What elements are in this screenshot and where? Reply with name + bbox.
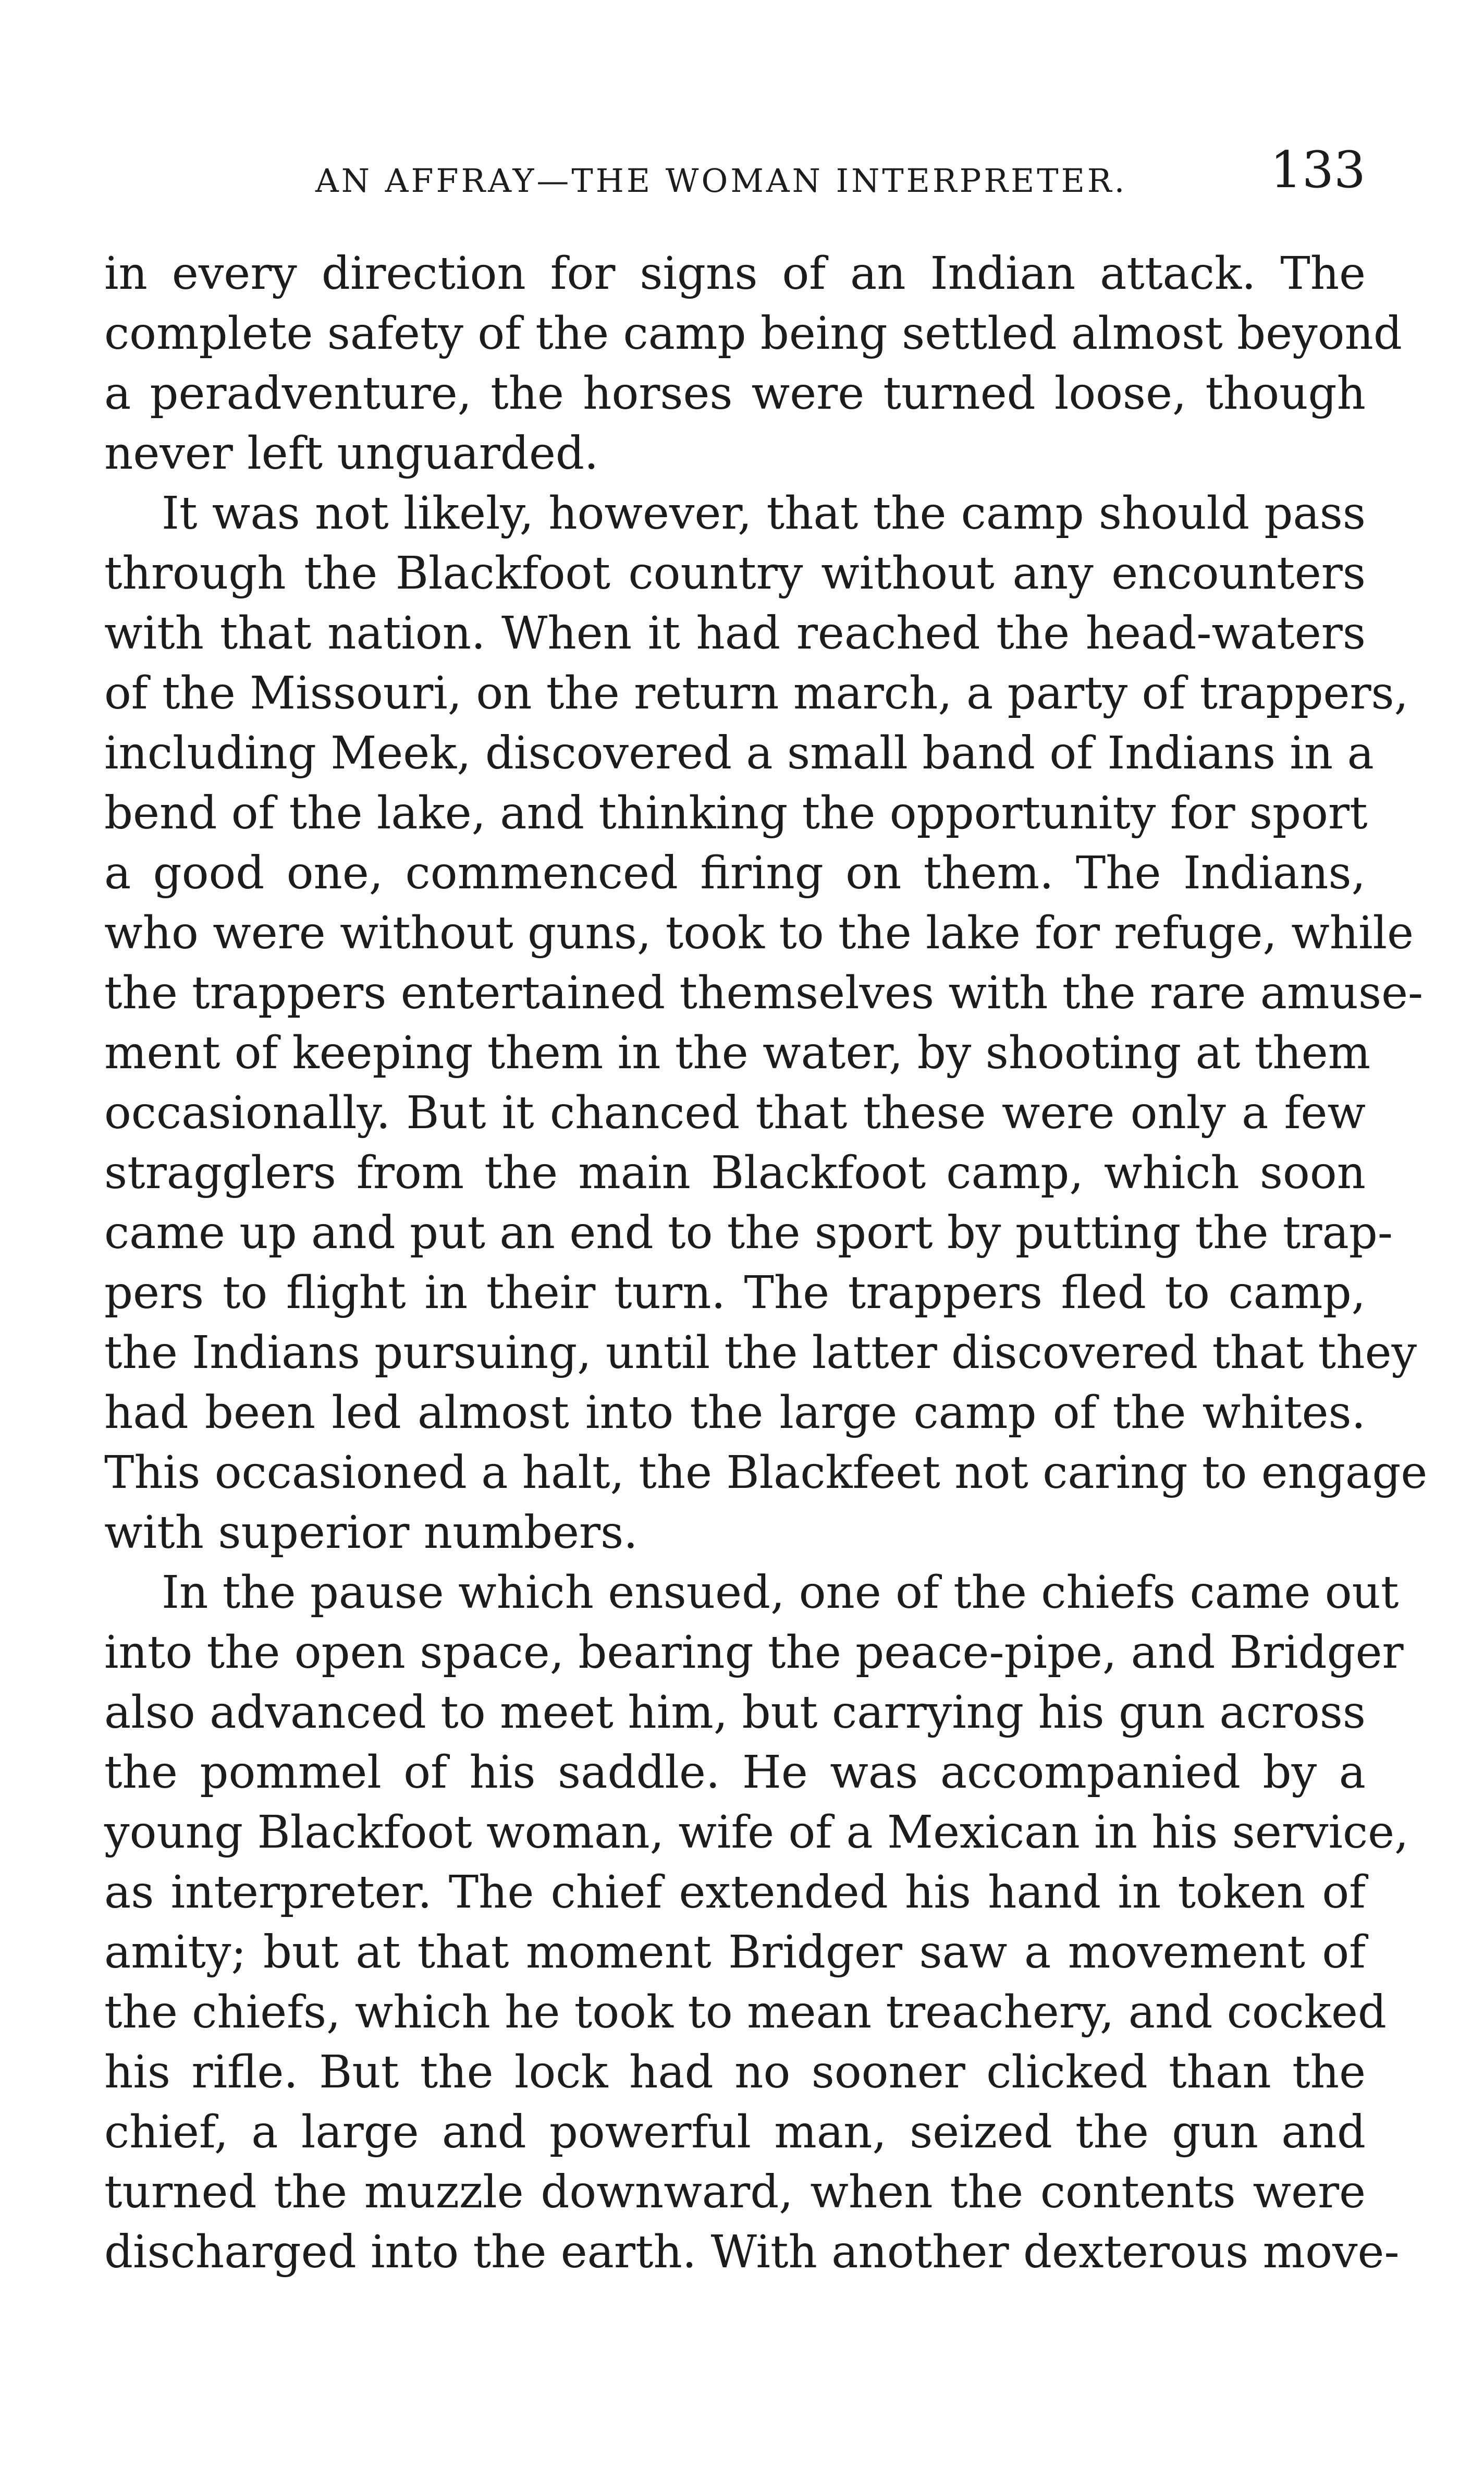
text-line: as interpreter. The chief extended his hand in token of — [104, 1866, 1366, 1919]
text-line: It was not likely, however, that the camp should pass — [162, 487, 1366, 540]
text-line: a peradventure, the horses were turned loose, though — [104, 368, 1366, 420]
text-line: bend of the lake, and thinking the opportunity for sport — [104, 787, 1368, 839]
text-line: young Blackfoot woman, wife of a Mexican in his service, — [104, 1806, 1409, 1859]
page-header — [104, 141, 1366, 219]
text-line: pers to flight in their turn. The trappers fled to camp, — [104, 1267, 1366, 1319]
text-line: ment of keeping them in the water, by shooting at them — [104, 1027, 1371, 1079]
text-line: into the open space, bearing the peace-pipe, and Bridger — [104, 1627, 1404, 1679]
text-line: never left unguarded. — [104, 427, 599, 480]
body-text — [104, 244, 1428, 2282]
text-line: who were without guns, took to the lake for refuge, while — [104, 907, 1414, 959]
text-line: with that nation. When it had reached the head-waters — [104, 607, 1366, 659]
text-line: stragglers from the main Blackfoot camp, which soon — [104, 1147, 1366, 1199]
text-line: in every direction for signs of an Indian attack. The — [104, 248, 1366, 300]
text-line: This occasioned a halt, the Blackfeet not caring to engage — [104, 1447, 1428, 1499]
text-line: including Meek, discovered a small band of Indians in a — [104, 727, 1374, 779]
text-line: came up and put an end to the sport by putting the trap- — [104, 1207, 1393, 1259]
page-number: 133 — [1270, 141, 1366, 199]
text-line: his rifle. But the lock had no sooner clicked than the — [104, 2046, 1366, 2098]
text-line: In the pause which ensued, one of the chiefs came out — [162, 1567, 1399, 1619]
text-line: the pommel of his saddle. He was accompanied by a — [104, 1746, 1366, 1799]
text-line: discharged into the earth. With another dexterous move- — [104, 2226, 1400, 2278]
text-line: the trappers entertained themselves with the rare amuse- — [104, 967, 1424, 1019]
text-line: through the Blackfoot country without any encounters — [104, 547, 1366, 600]
text-line: occasionally. But it chanced that these were only a few — [104, 1087, 1366, 1139]
text-line: chief, a large and powerful man, seized the gun and — [104, 2106, 1366, 2158]
text-line: the Indians pursuing, until the latter discovered that they — [104, 1327, 1417, 1379]
text-line: amity; but at that moment Bridger saw a movement of — [104, 1926, 1366, 1978]
text-line: of the Missouri, on the return march, a party of trappers, — [104, 667, 1409, 719]
running-head: AN AFFRAY—THE WOMAN INTERPRETER. — [315, 162, 1127, 200]
text-line: the chiefs, which he took to mean treachery, and cocked — [104, 1986, 1387, 2038]
text-line: turned the muzzle downward, when the contents were — [104, 2166, 1366, 2218]
text-line: with superior numbers. — [104, 1507, 638, 1559]
text-line: also advanced to meet him, but carrying his gun across — [104, 1687, 1366, 1739]
text-line: a good one, commenced firing on them. The Indians, — [104, 847, 1366, 899]
text-line: had been led almost into the large camp of the whites. — [104, 1387, 1366, 1439]
text-line: complete safety of the camp being settled almost beyond — [104, 308, 1402, 360]
